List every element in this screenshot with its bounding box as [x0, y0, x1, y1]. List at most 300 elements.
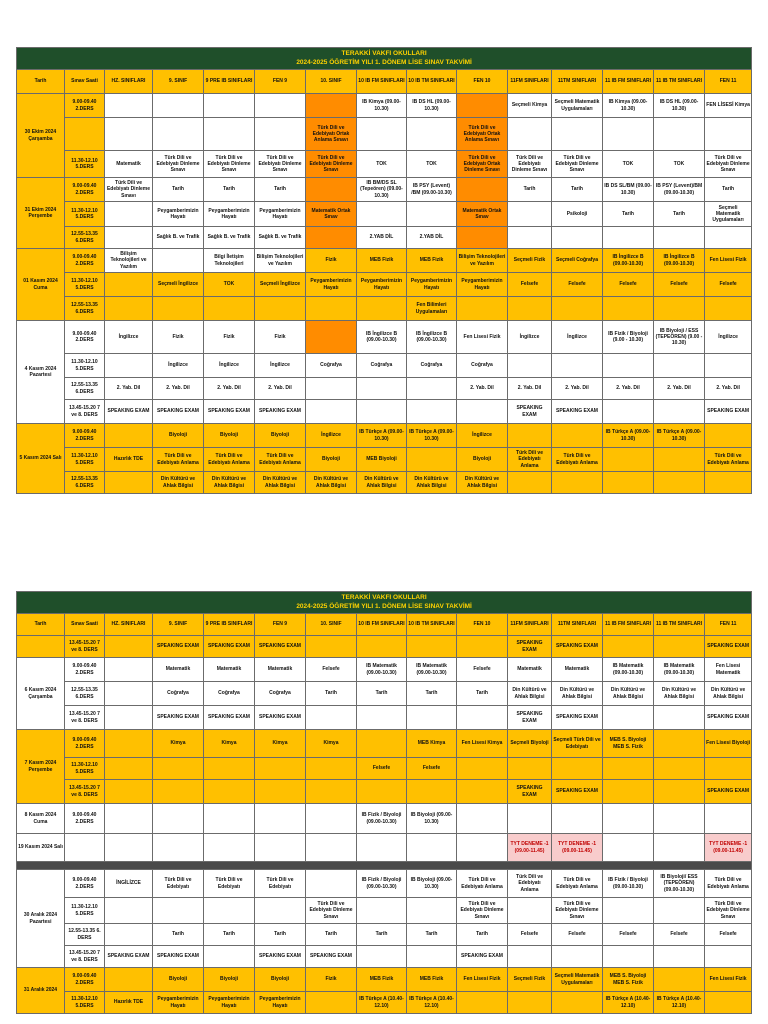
exam-cell: Bilgi İletişim Teknolojileri — [204, 249, 255, 273]
exam-cell — [255, 898, 306, 924]
time-cell: 13.45-15.20 7 ve 8. DERS — [65, 706, 105, 730]
exam-cell — [255, 94, 306, 118]
exam-cell: Biyoloji — [153, 968, 204, 992]
exam-cell: Türk Dili ve Edebiyatı Ortak Dinleme Sınavı — [457, 151, 508, 178]
exam-cell — [357, 898, 407, 924]
exam-cell — [457, 178, 508, 202]
exam-cell: 2. Yab. Dil — [153, 378, 204, 400]
exam-cell: Peygamberimizin Hayatı — [306, 273, 357, 297]
time-cell: 9.00-09.40 2.DERS — [65, 804, 105, 834]
exam-cell — [654, 227, 705, 249]
exam-cell — [552, 992, 603, 1014]
exam-cell: Fen Lisesi Kimya — [457, 730, 508, 758]
exam-cell: Tarih — [306, 682, 357, 706]
date-cell: 7 Kasım 2024 Perşembe — [17, 730, 65, 804]
header-10: 10. SINIF — [306, 614, 357, 636]
exam-cell: TOK — [654, 151, 705, 178]
exam-cell: İngilizce — [255, 354, 306, 378]
exam-cell: Din Kültürü ve Ahlak Bilgisi — [255, 472, 306, 494]
exam-cell — [255, 780, 306, 804]
exam-cell — [603, 898, 654, 924]
exam-cell — [204, 898, 255, 924]
exam-cell: SPEAKING EXAM — [105, 400, 153, 424]
date-cell: 5 Kasım 2024 Salı — [17, 424, 65, 494]
exam-cell: Kimya — [255, 730, 306, 758]
exam-cell: SPEAKING EXAM — [508, 400, 552, 424]
exam-cell: Felsefe — [705, 924, 752, 946]
exam-cell: Felsefe — [552, 273, 603, 297]
exam-cell — [603, 227, 654, 249]
exam-cell: IB Kimya (09.00-10.30) — [603, 94, 654, 118]
exam-cell: Seçmeli Fizik — [508, 249, 552, 273]
exam-cell: Biyoloji — [153, 424, 204, 448]
exam-cell: Fen Bilimleri Uygulamaları — [407, 297, 457, 321]
exam-cell — [357, 297, 407, 321]
time-cell: 9.00-09.40 2.DERS — [65, 424, 105, 448]
header-9: 9. SINIF — [153, 70, 204, 94]
exam-cell: Felsefe — [508, 273, 552, 297]
exam-cell — [153, 94, 204, 118]
exam-cell — [552, 354, 603, 378]
exam-schedule-table-page-1 — [16, 47, 752, 494]
exam-cell: 2. Yab. Dil — [457, 378, 508, 400]
exam-cell: IB Fizik / Biyoloji (09.00-10.30) — [357, 804, 407, 834]
exam-cell: Fen Lisesi Biyoloji — [705, 730, 752, 758]
exam-cell — [306, 227, 357, 249]
exam-cell — [306, 321, 357, 354]
exam-cell — [508, 472, 552, 494]
exam-cell — [105, 706, 153, 730]
exam-cell: Türk Dili ve Edebiyatı Ortak Anlama Sınavı — [306, 118, 357, 151]
exam-cell: Peygamberimizin Hayatı — [255, 992, 306, 1014]
exam-cell — [105, 424, 153, 448]
exam-cell — [407, 706, 457, 730]
exam-cell — [204, 834, 255, 862]
exam-cell — [306, 706, 357, 730]
exam-cell — [654, 946, 705, 968]
exam-cell — [705, 424, 752, 448]
header-11ibtm: 11 IB TM SINIFLARI — [654, 70, 705, 94]
exam-cell: SPEAKING EXAM — [153, 946, 204, 968]
exam-cell: IB İngilizce B (09.00-10.30) — [654, 249, 705, 273]
exam-cell — [654, 400, 705, 424]
time-cell: 12.55-13.35 6.DERS — [65, 227, 105, 249]
exam-cell — [603, 472, 654, 494]
exam-cell: MEB S. Biyoloji MEB S. Fizik — [603, 968, 654, 992]
exam-cell: Türk Dili ve Edebiyatı Anlama — [508, 448, 552, 472]
exam-cell: IB Türkçe A (10.40-12.10) — [654, 992, 705, 1014]
exam-cell — [457, 992, 508, 1014]
exam-cell: IB Türkçe A (09.00-10.30) — [603, 424, 654, 448]
exam-cell — [407, 834, 457, 862]
exam-cell: SPEAKING EXAM — [306, 946, 357, 968]
exam-cell: Bilişim Teknolojileri ve Yazılım — [105, 249, 153, 273]
header-10ibfm: 10 IB FM SINIFLARI — [357, 70, 407, 94]
exam-cell: Türk Dili ve Edebiyatı Dinleme Sınavı — [306, 151, 357, 178]
exam-cell: Peygamberimizin Hayatı — [153, 992, 204, 1014]
exam-cell: İngilizce — [105, 321, 153, 354]
header-11ibfm: 11 IB FM SINIFLARI — [603, 614, 654, 636]
exam-cell: Din Kültürü ve Ahlak Bilgisi — [357, 472, 407, 494]
exam-cell — [357, 202, 407, 227]
exam-cell — [457, 804, 508, 834]
exam-cell — [705, 118, 752, 151]
exam-cell: Seçmeli Matematik Uygulamaları — [552, 968, 603, 992]
exam-cell: FEN LİSESİ Kimya — [705, 94, 752, 118]
exam-cell: Sağlık B. ve Trafik — [153, 227, 204, 249]
exam-cell: Türk Dili ve Edebiyatı Dinleme Sınavı — [457, 898, 508, 924]
exam-cell — [552, 472, 603, 494]
exam-cell: Biyoloji — [255, 968, 306, 992]
exam-cell — [603, 636, 654, 658]
exam-cell — [552, 946, 603, 968]
exam-cell — [105, 118, 153, 151]
exam-cell: Hazırlık TDE — [105, 448, 153, 472]
exam-cell — [457, 706, 508, 730]
header-11ibtm: 11 IB TM SINIFLARI — [654, 614, 705, 636]
exam-cell: SPEAKING EXAM — [204, 636, 255, 658]
exam-cell: MEB Fizik — [407, 249, 457, 273]
time-cell: 13.45-15.20 7 ve 8. DERS — [65, 636, 105, 658]
exam-cell: IB Matematik (09.00-10.30) — [603, 658, 654, 682]
exam-cell: MEB Fizik — [357, 249, 407, 273]
exam-cell — [705, 227, 752, 249]
exam-cell: SPEAKING EXAM — [255, 636, 306, 658]
exam-cell: Matematik Ortak Sınav — [306, 202, 357, 227]
exam-cell: IB Türkçe A (09.00-10.30) — [654, 424, 705, 448]
header-11fm: 11FM SINIFLARI — [508, 614, 552, 636]
exam-cell — [603, 448, 654, 472]
exam-cell: SPEAKING EXAM — [204, 400, 255, 424]
exam-cell: Seçmeli Biyoloji — [508, 730, 552, 758]
header-fen11: FEN 11 — [705, 70, 752, 94]
exam-cell: Türk Dili ve Edebiyatı Dinleme Sınavı — [153, 151, 204, 178]
exam-cell: Türk Dili ve Edebiyatı Anlama — [508, 870, 552, 898]
exam-cell — [105, 924, 153, 946]
exam-cell: IB Matematik (09.00-10.30) — [407, 658, 457, 682]
date-cell: 4 Kasım 2024 Pazartesi — [17, 321, 65, 424]
exam-cell — [153, 780, 204, 804]
header-fen9: FEN 9 — [255, 70, 306, 94]
exam-cell — [105, 682, 153, 706]
header-hz: HZ. SINIFLARI — [105, 614, 153, 636]
time-cell: 11.30-12.10 5.DERS — [65, 898, 105, 924]
exam-cell — [204, 946, 255, 968]
exam-cell — [457, 636, 508, 658]
exam-cell — [357, 636, 407, 658]
exam-cell: IB Matematik (09.00-10.30) — [654, 658, 705, 682]
exam-cell — [204, 780, 255, 804]
exam-cell: Din Kültürü ve Ahlak Bilgisi — [457, 472, 508, 494]
time-cell: 12.55-13.35 6.DERS — [65, 297, 105, 321]
exam-cell — [105, 472, 153, 494]
date-cell: 01 Kasım 2024 Cuma — [17, 249, 65, 321]
time-cell: 9.00-09.40 2.DERS — [65, 730, 105, 758]
time-cell: 11.30-12.10 5.DERS — [65, 992, 105, 1014]
exam-cell: Seçmeli Türk Dili ve Edebiyatı — [552, 730, 603, 758]
exam-cell — [705, 992, 752, 1014]
exam-cell: Türk Dili ve Edebiyatı Dinleme Sınavı — [552, 898, 603, 924]
exam-cell — [705, 297, 752, 321]
exam-cell: TYT DENEME -1 (09.00-11.45) — [705, 834, 752, 862]
date-cell — [17, 636, 65, 658]
exam-cell: Felsefe — [654, 924, 705, 946]
exam-cell — [603, 400, 654, 424]
exam-cell: Türk Dili ve Edebiyatı Dinleme Sınavı — [105, 178, 153, 202]
exam-cell: IB Türkçe A (10.40-12.10) — [407, 992, 457, 1014]
exam-cell — [204, 94, 255, 118]
date-cell: 30 Aralık 2024 Pazartesi — [17, 870, 65, 968]
exam-cell: Din Kültürü ve Ahlak Bilgisi — [552, 682, 603, 706]
exam-cell: Tarih — [407, 682, 457, 706]
exam-cell: Peygamberimizin Hayatı — [204, 992, 255, 1014]
exam-cell: SPEAKING EXAM — [508, 780, 552, 804]
time-cell: 9.00-09.40 2.DERS — [65, 870, 105, 898]
exam-cell: MEB Biyoloji — [357, 448, 407, 472]
exam-cell: Fen Lisesi Fizik — [457, 321, 508, 354]
exam-cell — [654, 448, 705, 472]
exam-cell: SPEAKING EXAM — [457, 946, 508, 968]
exam-cell — [508, 992, 552, 1014]
exam-cell: TOK — [407, 151, 457, 178]
exam-cell: IB Biyoloji / ESS (TEPEÖREN) (9.00 - 10.30) — [654, 321, 705, 354]
exam-cell — [306, 834, 357, 862]
exam-cell — [654, 758, 705, 780]
exam-cell: Tarih — [204, 924, 255, 946]
exam-cell — [105, 227, 153, 249]
exam-cell — [105, 658, 153, 682]
exam-cell: Tarih — [153, 178, 204, 202]
exam-cell: SPEAKING EXAM — [255, 400, 306, 424]
exam-cell — [603, 834, 654, 862]
exam-cell: Seçmeli Fizik — [508, 968, 552, 992]
exam-cell: Matematik — [508, 658, 552, 682]
exam-cell: Tarih — [357, 682, 407, 706]
exam-cell: İngilizce — [457, 424, 508, 448]
exam-cell: Türk Dili ve Edebiyatı Dinleme Sınavı — [705, 151, 752, 178]
exam-cell — [306, 297, 357, 321]
exam-cell — [357, 730, 407, 758]
exam-cell — [105, 804, 153, 834]
header-date: Tarih — [17, 614, 65, 636]
exam-cell — [705, 804, 752, 834]
time-cell: 9.00-09.40 2.DERS — [65, 178, 105, 202]
header-fen9: FEN 9 — [255, 614, 306, 636]
exam-cell: Türk Dili ve Edebiyatı Anlama — [153, 448, 204, 472]
date-cell: 6 Kasım 2024 Çarşamba — [17, 658, 65, 730]
exam-cell: Fizik — [306, 249, 357, 273]
exam-cell — [508, 424, 552, 448]
exam-cell: Peygamberimizin Hayatı — [153, 202, 204, 227]
exam-cell — [705, 354, 752, 378]
exam-cell — [204, 118, 255, 151]
exam-cell: Coğrafya — [153, 682, 204, 706]
section-divider — [17, 862, 752, 870]
exam-cell: Matematik — [105, 151, 153, 178]
exam-cell: TYT DENEME -1 (09.00-11.45) — [508, 834, 552, 862]
exam-cell: Türk Dili ve Edebiyatı Dinleme Sınavı — [552, 151, 603, 178]
exam-cell: Seçmeli İngilizce — [153, 273, 204, 297]
exam-cell: Fizik — [153, 321, 204, 354]
exam-cell: Din Kültürü ve Ahlak Bilgisi — [204, 472, 255, 494]
header-date: Tarih — [17, 70, 65, 94]
exam-cell — [654, 780, 705, 804]
exam-cell: IB Matematik (09.00-10.30) — [357, 658, 407, 682]
exam-cell — [357, 834, 407, 862]
exam-cell: Din Kültürü ve Ahlak Bilgisi — [508, 682, 552, 706]
exam-cell — [105, 758, 153, 780]
exam-cell — [508, 202, 552, 227]
exam-cell: SPEAKING EXAM — [705, 780, 752, 804]
exam-cell — [407, 448, 457, 472]
exam-cell — [357, 378, 407, 400]
exam-cell — [508, 804, 552, 834]
exam-cell: Tarih — [457, 682, 508, 706]
exam-cell: 2.YAB DİL — [357, 227, 407, 249]
exam-cell — [705, 946, 752, 968]
exam-cell: Matematik — [255, 658, 306, 682]
exam-cell — [603, 118, 654, 151]
exam-cell — [105, 834, 153, 862]
exam-cell: IB İngilizce B (09.00-10.30) — [603, 249, 654, 273]
exam-cell: Tarih — [255, 178, 306, 202]
time-cell: 11.30-12.10 5.DERS — [65, 448, 105, 472]
exam-schedule-table-page-2 — [16, 591, 752, 1014]
exam-cell — [105, 202, 153, 227]
exam-cell — [105, 898, 153, 924]
exam-cell — [654, 730, 705, 758]
exam-cell: Matematik — [552, 658, 603, 682]
exam-cell — [552, 118, 603, 151]
exam-cell: 2. Yab. Dil — [654, 378, 705, 400]
exam-cell: Türk Dili ve Edebiyatı Anlama — [705, 448, 752, 472]
exam-cell: IB Türkçe A (10.40-12.10) — [603, 992, 654, 1014]
exam-cell: SPEAKING EXAM — [552, 400, 603, 424]
exam-cell — [705, 472, 752, 494]
exam-cell — [306, 992, 357, 1014]
exam-cell — [654, 297, 705, 321]
exam-cell: SPEAKING EXAM — [552, 636, 603, 658]
exam-cell: IB İngilizce B (09.00-10.30) — [357, 321, 407, 354]
exam-cell: Tarih — [255, 924, 306, 946]
exam-cell: IB İngilizce B (09.00-10.30) — [407, 321, 457, 354]
exam-cell: Fen Lisesi Fizik — [705, 968, 752, 992]
exam-cell: MEB Kimya — [407, 730, 457, 758]
exam-cell — [357, 946, 407, 968]
exam-cell: SPEAKING EXAM — [105, 946, 153, 968]
exam-cell — [508, 297, 552, 321]
time-cell: 12.55-13.35 6.DERS — [65, 682, 105, 706]
exam-cell: 2. Yab. Dil — [105, 378, 153, 400]
exam-cell: Matematik — [153, 658, 204, 682]
exam-cell: Türk Dili ve Edebiyatı Anlama — [457, 870, 508, 898]
exam-cell: IB Kimya (09.00-10.30) — [357, 94, 407, 118]
exam-cell: 2. Yab. Dil — [552, 378, 603, 400]
exam-cell — [105, 636, 153, 658]
exam-cell — [306, 870, 357, 898]
exam-cell: MEB S. Biyoloji MEB S. Fizik — [603, 730, 654, 758]
exam-cell: Din Kültürü ve Ahlak Bilgisi — [407, 472, 457, 494]
exam-cell — [457, 227, 508, 249]
exam-cell — [603, 804, 654, 834]
header-time: Sınav Saati — [65, 70, 105, 94]
exam-cell: Tarih — [153, 924, 204, 946]
exam-cell: Hazırlık TDE — [105, 992, 153, 1014]
exam-cell: 2.YAB DİL — [407, 227, 457, 249]
exam-cell — [654, 804, 705, 834]
exam-cell — [603, 297, 654, 321]
exam-cell: SPEAKING EXAM — [255, 706, 306, 730]
header-11fm: 11FM SINIFLARI — [508, 70, 552, 94]
exam-cell — [654, 898, 705, 924]
exam-cell: 2. Yab. Dil — [204, 378, 255, 400]
time-cell: 13.45-15.20 7 ve 8. DERS — [65, 946, 105, 968]
time-cell: 12.55-13.35 6. DERS — [65, 924, 105, 946]
time-cell: 11.30-12.10 5.DERS — [65, 151, 105, 178]
exam-cell — [654, 834, 705, 862]
exam-cell: TYT DENEME -1 (09.00-11.45) — [552, 834, 603, 862]
exam-cell — [306, 804, 357, 834]
exam-cell: Türk Dili ve Edebiyatı Dinleme Sınavı — [508, 151, 552, 178]
exam-cell: Felsefe — [306, 658, 357, 682]
exam-cell: Kimya — [306, 730, 357, 758]
exam-cell: IB Biyoloji (09.00-10.30) — [407, 870, 457, 898]
time-cell: 11.30-12.10 5.DERS — [65, 202, 105, 227]
exam-cell — [552, 424, 603, 448]
exam-cell — [105, 354, 153, 378]
exam-cell: Biyoloji — [306, 448, 357, 472]
exam-cell: Sağlık B. ve Trafik — [204, 227, 255, 249]
exam-cell — [552, 297, 603, 321]
exam-cell — [105, 273, 153, 297]
header-10ibtm: 10 IB TM SINIFLARI — [407, 70, 457, 94]
date-cell: 19 Kasım 2024 Salı — [17, 834, 65, 862]
exam-cell — [357, 706, 407, 730]
exam-cell — [552, 227, 603, 249]
header-time: Sınav Saati — [65, 614, 105, 636]
exam-cell: Coğrafya — [204, 682, 255, 706]
exam-cell: İngilizce — [552, 321, 603, 354]
exam-cell: Felsefe — [603, 924, 654, 946]
exam-cell: 2. Yab. Dil — [705, 378, 752, 400]
exam-cell — [153, 118, 204, 151]
exam-cell: SPEAKING EXAM — [705, 706, 752, 730]
exam-cell: Tarih — [508, 178, 552, 202]
exam-cell — [407, 202, 457, 227]
exam-cell: IB Türkçe A (09.00-10.30) — [357, 424, 407, 448]
exam-cell: Fen Lisesi Fizik — [457, 968, 508, 992]
time-cell: 11.30-12.10 5.DERS — [65, 354, 105, 378]
time-cell: 9.00-09.40 2.DERS — [65, 249, 105, 273]
exam-cell — [306, 758, 357, 780]
schedule-title — [17, 592, 752, 614]
exam-cell: Din Kültürü ve Ahlak Bilgisi — [306, 472, 357, 494]
exam-cell — [508, 354, 552, 378]
exam-cell: SPEAKING EXAM — [705, 636, 752, 658]
exam-cell — [306, 400, 357, 424]
exam-cell: Felsefe — [654, 273, 705, 297]
exam-cell: Matematik — [204, 658, 255, 682]
exam-cell: Din Kültürü ve Ahlak Bilgisi — [654, 682, 705, 706]
exam-cell: Tarih — [457, 924, 508, 946]
exam-cell — [705, 758, 752, 780]
exam-cell — [204, 804, 255, 834]
exam-cell: Türk Dili ve Edebiyatı — [153, 870, 204, 898]
exam-cell: Sağlık B. ve Trafik — [255, 227, 306, 249]
date-cell: 31 Ekim 2024 Perşembe — [17, 178, 65, 249]
exam-cell: Felsefe — [357, 758, 407, 780]
header-9preib: 9 PRE IB SINIFLARI — [204, 70, 255, 94]
